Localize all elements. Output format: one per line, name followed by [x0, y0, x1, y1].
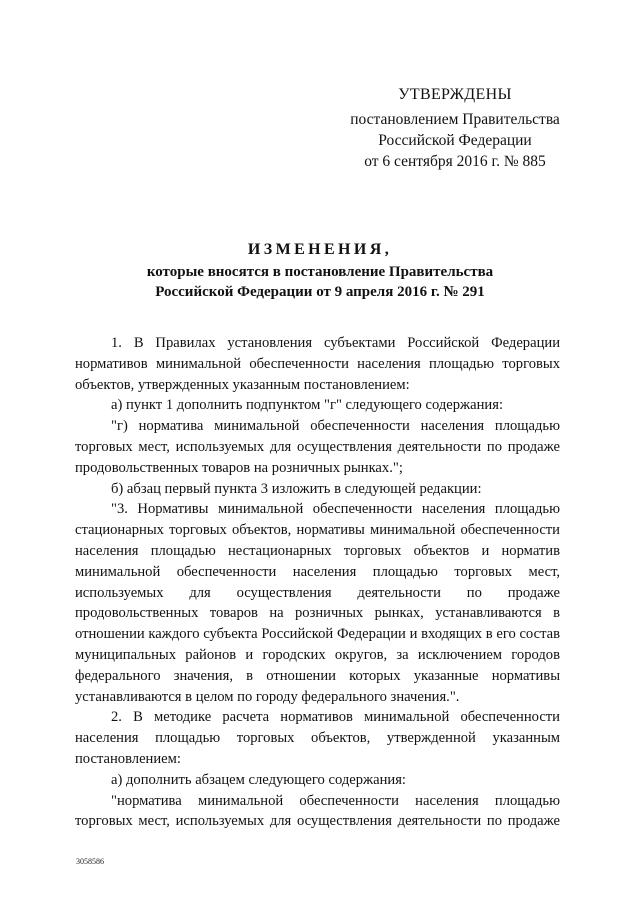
paragraph-1b-text: "3. Нормативы минимальной обеспеченности населения площадью стационарных торговых объектов, нормативы минимальной обеспеченности населения площадью нестационарных торговых объектов и норматив минимальной обеспеченности населения площадью торговых мест, используемых для осуществления деятельности по продаже продовольственных товаров на розничных рынках, устанавливаются в отношении каждого субъекта Российской Федерации и входящих в его состав муниципальных районов и городских округов, за исключением городов федерального значения, в отношении которых указанные нормативы устанавливаются в целом по городу федерального значения.". — [75, 501, 560, 705]
paragraph-1a: а) пункт 1 дополнить подпунктом "г" следующего содержания: — [111, 397, 504, 414]
paragraph-2: 2. В методике расчета нормативов минимальной обеспеченности населения площадью торговых объектов, утвержденной указанным постановлением: — [75, 709, 560, 767]
title-subtitle-2: Российской Федерации от 9 апреля 2016 г. № 291 — [155, 284, 485, 300]
title-main: ИЗМЕНЕНИЯ, — [247, 241, 393, 258]
approval-line-2: Российской Федерации — [378, 132, 532, 149]
document-body — [75, 333, 560, 832]
approval-line-1: постановлением Правительства — [350, 111, 560, 128]
paragraph-2a-text: "норматива минимальной обеспеченности населения площадью торговых мест, используемых для осуществления деятельности по продаже — [75, 792, 560, 830]
paragraph-2a: а) дополнить абзацем следующего содержания: — [111, 771, 406, 788]
document-code: 3058586 — [76, 857, 104, 866]
paragraph-1a-text: "г) норматива минимальной обеспеченности населения площадью торговых мест, используемых для осуществления деятельности по продаже продовольственных товаров на розничных рынках."; — [75, 418, 560, 476]
paragraph-1b: б) абзац первый пункта 3 изложить в следующей редакции: — [111, 480, 482, 497]
paragraph-1: 1. В Правилах установления субъектами Российской Федерации нормативов минимальной обеспеченности населения площадью торговых объектов, утвержденных указанным постановлением: — [75, 335, 560, 393]
document-title — [72, 238, 568, 302]
approval-heading: УТВЕРЖДЕНЫ — [398, 86, 512, 103]
approval-line-3: от 6 сентября 2016 г. № 885 — [364, 153, 546, 170]
approval-block — [340, 84, 570, 172]
title-subtitle-1: которые вносятся в постановление Правительства — [146, 264, 494, 280]
